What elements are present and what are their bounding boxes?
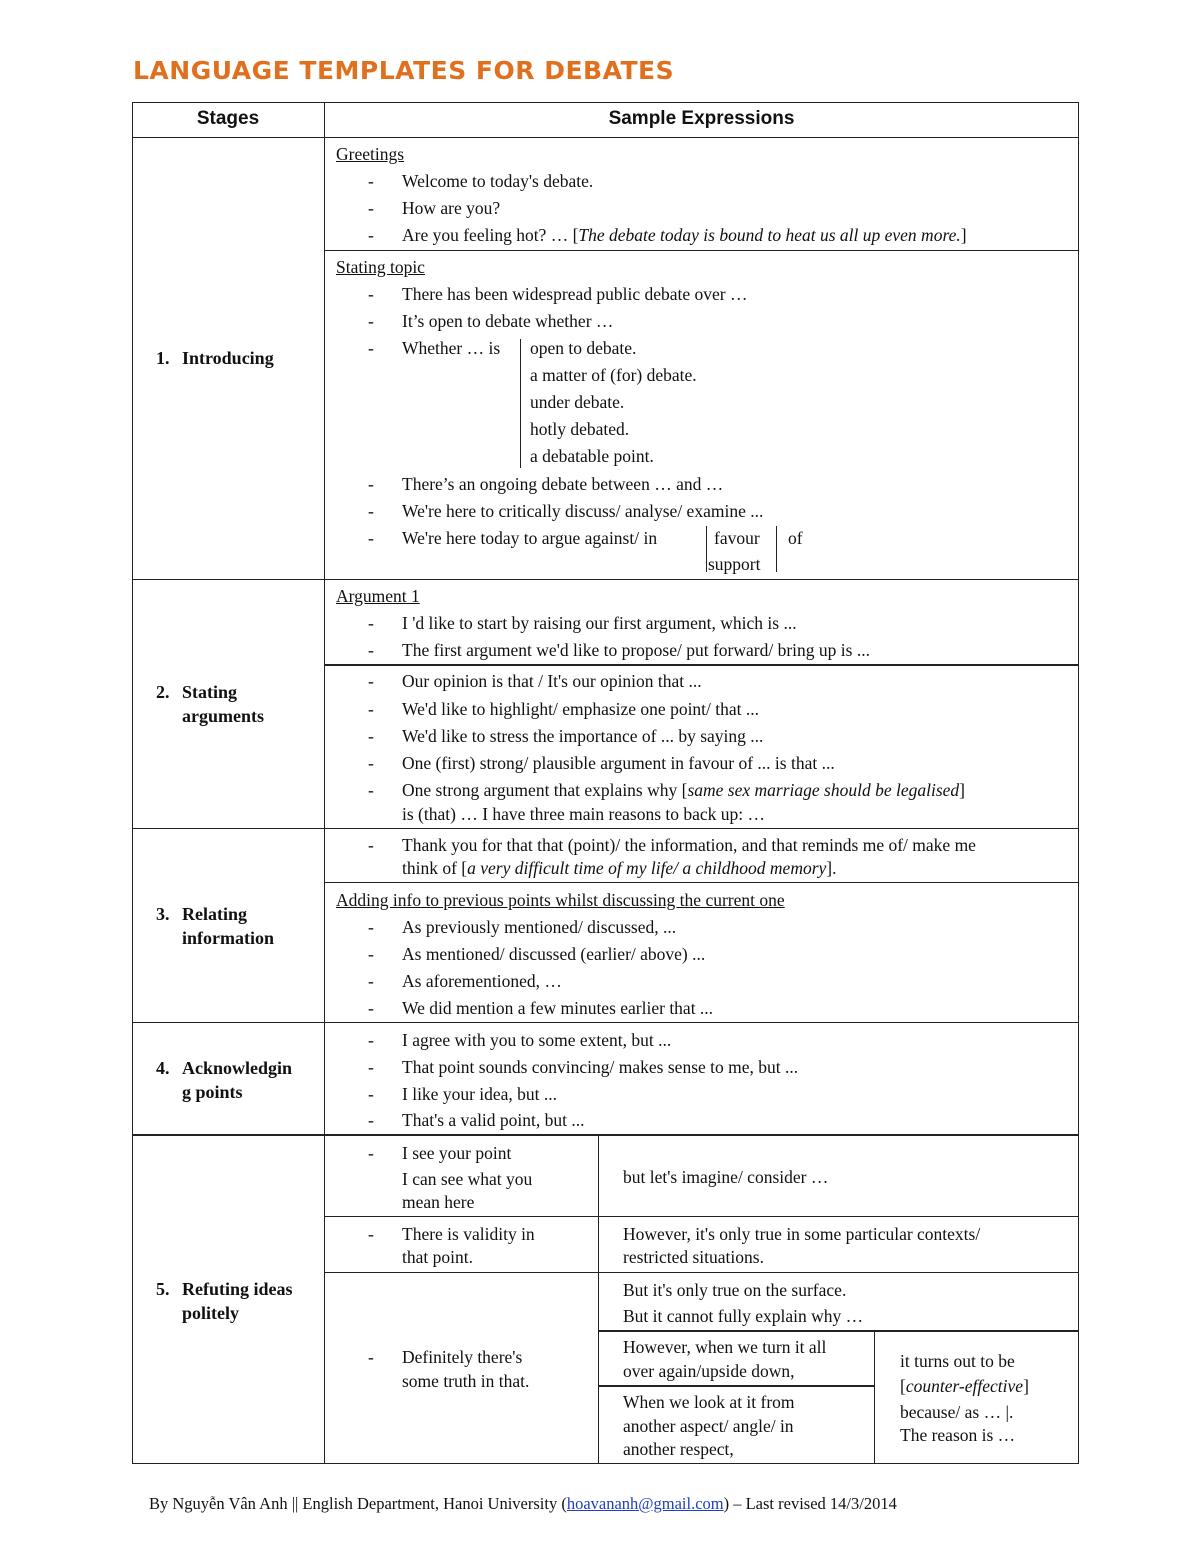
list-item-continued: is (that) … I have three main reasons to back up: … bbox=[402, 804, 766, 824]
stage-refuting-ideas: 5. Refuting ideas politely bbox=[156, 1279, 293, 1323]
option-item: open to debate. bbox=[530, 338, 637, 358]
list-bullet: - bbox=[368, 1030, 374, 1050]
list-item: One (first) strong/ plausible argument in favour of ... is that ... bbox=[402, 753, 835, 773]
list-bullet: - bbox=[368, 1057, 374, 1077]
response-text: but let's imagine/ consider … bbox=[623, 1167, 829, 1187]
response-text: another aspect/ angle/ in bbox=[623, 1416, 794, 1436]
list-bullet: - bbox=[368, 671, 374, 691]
expressions-table bbox=[132, 102, 1079, 1464]
list-bullet: - bbox=[368, 699, 374, 719]
list-item: That point sounds convincing/ makes sense to me, but ... bbox=[402, 1057, 799, 1077]
response-text: But it cannot fully explain why … bbox=[623, 1306, 864, 1326]
option-item: hotly debated. bbox=[530, 419, 630, 439]
list-bullet: - bbox=[368, 501, 374, 521]
header-stages: Stages bbox=[196, 108, 260, 129]
list-item: One strong argument that explains why [same sex marriage should be legalised] bbox=[402, 780, 965, 800]
response-text: But it's only true on the surface. bbox=[623, 1280, 847, 1300]
response-text: another respect, bbox=[623, 1439, 734, 1459]
list-item: I like your idea, but ... bbox=[402, 1084, 558, 1104]
list-item: There’s an ongoing debate between … and … bbox=[402, 474, 724, 494]
response-text: it turns out to be bbox=[900, 1351, 1015, 1371]
list-bullet: - bbox=[368, 198, 374, 218]
list-item: Are you feeling hot? … [The debate today is bound to heat us all up even more.] bbox=[402, 225, 967, 245]
list-item-continued: some truth in that. bbox=[402, 1371, 530, 1391]
list-item: It’s open to debate whether … bbox=[402, 311, 614, 331]
list-item: There is validity in bbox=[402, 1224, 535, 1244]
list-item-continued: mean here bbox=[402, 1192, 475, 1212]
stage-stating-arguments: 2. Stating arguments bbox=[156, 682, 264, 726]
option-item: a matter of (for) debate. bbox=[530, 365, 697, 385]
list-item: Whether … is bbox=[402, 338, 501, 358]
response-text: because/ as … |. bbox=[900, 1402, 1014, 1422]
list-item: As aforementioned, … bbox=[402, 971, 562, 991]
list-item: We did mention a few minutes earlier that ... bbox=[402, 998, 714, 1018]
list-bullet: - bbox=[368, 1347, 374, 1367]
list-bullet: - bbox=[368, 1084, 374, 1104]
option-item: support bbox=[708, 554, 761, 574]
list-bullet: - bbox=[368, 726, 374, 746]
list-item-continued: think of [a very difficult time of my life/ a childhood memory]. bbox=[402, 858, 837, 878]
response-text: [counter-effective] bbox=[900, 1376, 1029, 1396]
list-bullet: - bbox=[368, 1224, 374, 1244]
response-text: restricted situations. bbox=[623, 1247, 764, 1267]
list-bullet: - bbox=[368, 753, 374, 773]
response-text: However, when we turn it all bbox=[623, 1337, 827, 1357]
list-bullet: - bbox=[368, 1143, 374, 1163]
list-bullet: - bbox=[368, 311, 374, 331]
list-bullet: - bbox=[368, 917, 374, 937]
list-item: As previously mentioned/ discussed, ... bbox=[402, 917, 677, 937]
list-bullet: - bbox=[368, 225, 374, 245]
list-item: There has been widespread public debate over … bbox=[402, 284, 748, 304]
response-text: When we look at it from bbox=[623, 1392, 795, 1412]
page-title: LANGUAGE TEMPLATES FOR DEBATES bbox=[133, 56, 675, 85]
list-bullet: - bbox=[368, 640, 374, 660]
list-bullet: - bbox=[368, 1110, 374, 1130]
option-item: a debatable point. bbox=[530, 446, 654, 466]
option-item: favour bbox=[714, 528, 760, 548]
list-item: I see your point bbox=[402, 1143, 512, 1163]
header-sample-expressions: Sample Expressions bbox=[608, 108, 795, 129]
stage-relating-information: 3. Relating information bbox=[156, 904, 274, 948]
footer: By Nguyễn Vân Anh || English Department, Hanoi University (hoavananh@gmail.com) – Last revised 14/3/2014 bbox=[149, 1494, 897, 1513]
list-bullet: - bbox=[368, 284, 374, 304]
list-bullet: - bbox=[368, 971, 374, 991]
option-item: of bbox=[788, 528, 803, 548]
response-text: However, it's only true in some particular contexts/ bbox=[623, 1224, 981, 1244]
list-item-continued: that point. bbox=[402, 1247, 473, 1267]
list-item: I 'd like to start by raising our first argument, which is ... bbox=[402, 613, 797, 633]
stating-topic-heading: Stating topic bbox=[336, 257, 425, 277]
list-item: We're here today to argue against/ in bbox=[402, 528, 658, 548]
list-bullet: - bbox=[368, 171, 374, 191]
greetings-heading: Greetings bbox=[336, 144, 405, 164]
list-bullet: - bbox=[368, 780, 374, 800]
email-link[interactable]: hoavananh@gmail.com bbox=[566, 1494, 724, 1513]
list-item: I agree with you to some extent, but ... bbox=[402, 1030, 672, 1050]
list-item: Definitely there's bbox=[402, 1347, 523, 1367]
list-bullet: - bbox=[368, 998, 374, 1018]
list-bullet: - bbox=[368, 944, 374, 964]
list-bullet: - bbox=[368, 528, 374, 548]
list-item: We'd like to stress the importance of ... by saying ... bbox=[402, 726, 764, 746]
argument-heading: Argument 1 bbox=[336, 586, 420, 606]
list-bullet: - bbox=[368, 835, 374, 855]
response-text: The reason is … bbox=[900, 1425, 1016, 1445]
adding-info-heading: Adding info to previous points whilst discussing the current one bbox=[336, 890, 785, 910]
list-item: We're here to critically discuss/ analyse/ examine ... bbox=[402, 501, 764, 521]
list-item: Our opinion is that / It's our opinion that ... bbox=[402, 671, 702, 691]
stage-introducing: 1. Introducing bbox=[156, 348, 274, 368]
list-item: The first argument we'd like to propose/ put forward/ bring up is ... bbox=[402, 640, 870, 660]
list-item: Thank you for that that (point)/ the information, and that reminds me of/ make me bbox=[402, 835, 976, 855]
option-item: under debate. bbox=[530, 392, 625, 412]
response-text: over again/upside down, bbox=[623, 1361, 795, 1381]
list-item: How are you? bbox=[402, 198, 501, 218]
list-bullet: - bbox=[368, 613, 374, 633]
list-item-continued: I can see what you bbox=[402, 1169, 533, 1189]
list-bullet: - bbox=[368, 474, 374, 494]
list-bullet: - bbox=[368, 338, 374, 358]
list-item: We'd like to highlight/ emphasize one point/ that ... bbox=[402, 699, 760, 719]
list-item: Welcome to today's debate. bbox=[402, 171, 594, 191]
list-item: As mentioned/ discussed (earlier/ above) ... bbox=[402, 944, 706, 964]
stage-acknowledging-points: 4. Acknowledgin g points bbox=[156, 1058, 293, 1102]
list-item: That's a valid point, but ... bbox=[402, 1110, 585, 1130]
